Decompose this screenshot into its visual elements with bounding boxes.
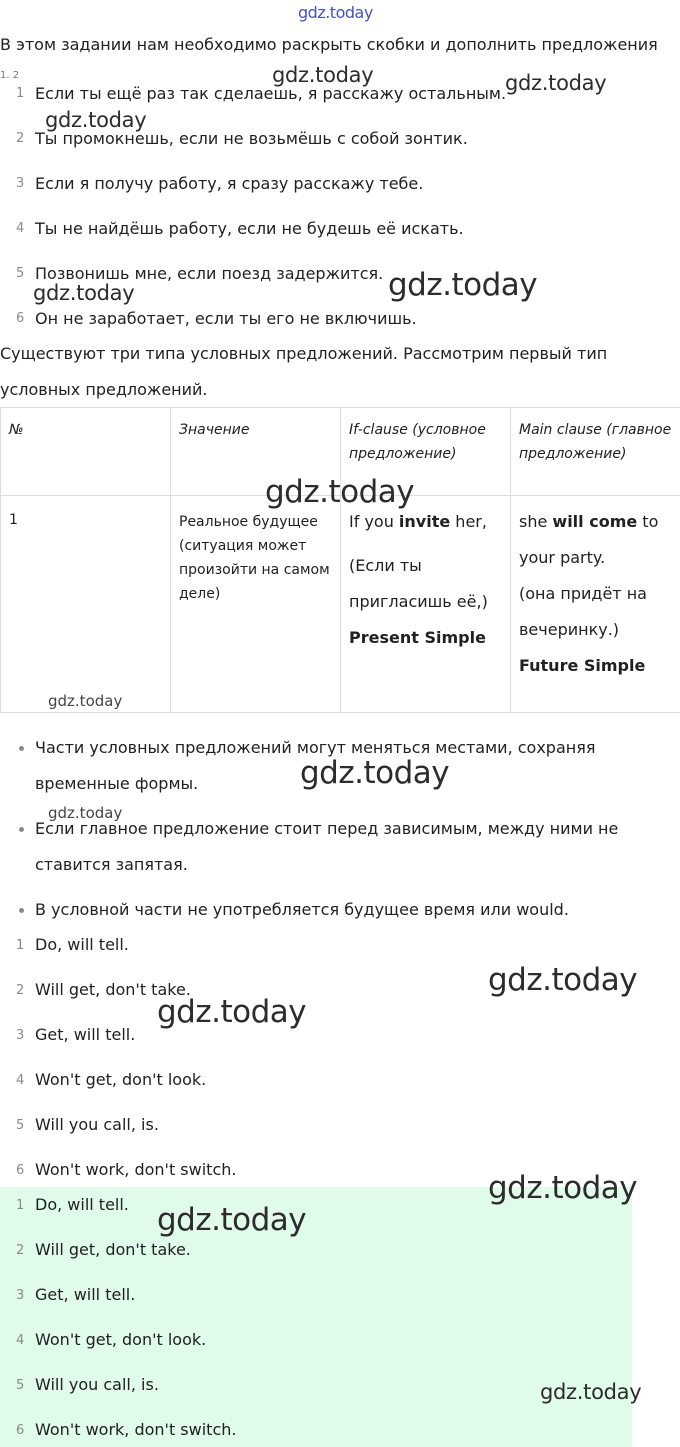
rule-text: Если главное предложение стоит перед зависимым, между ними не ставится запятая.: [35, 819, 619, 874]
item-text: Если я получу работу, я сразу расскажу тебе.: [35, 174, 424, 193]
watermark: gdz.today: [265, 474, 415, 510]
table-cell: [171, 496, 341, 713]
item-number: 6: [16, 1423, 25, 1438]
watermark: gdz.today: [540, 1380, 642, 1404]
if-translation: (Если ты пригласишь её,): [349, 556, 488, 611]
item-text: Won't get, don't look.: [35, 1070, 207, 1089]
item-text: Ты промокнешь, если не возьмёшь с собой зонтик.: [35, 129, 468, 148]
item-number: 2: [16, 1243, 25, 1258]
item-number: 4: [16, 1333, 25, 1348]
main-example: she will come to your party.: [519, 512, 659, 567]
table-cell: [1, 496, 171, 713]
if-clause-content: [341, 496, 510, 656]
watermark: gdz.today: [33, 281, 135, 305]
paragraph-line: Существуют три типа условных предложений. Рассмотрим первый тип: [0, 344, 608, 363]
item-number: 4: [16, 221, 25, 236]
item-text: Do, will tell.: [35, 1195, 129, 1214]
bullet-icon: [19, 908, 24, 913]
bullet-icon: [19, 827, 24, 832]
item-number: 2: [16, 983, 25, 998]
row-num: 1: [9, 512, 18, 528]
item-text: Won't work, don't switch.: [35, 1160, 237, 1179]
item-number: 6: [16, 1163, 25, 1178]
item-text: Won't work, don't switch.: [35, 1420, 237, 1439]
if-example: If you invite her,: [349, 512, 487, 531]
item-number: 3: [16, 1288, 25, 1303]
header-if-clause: If-clause (условное предложение): [349, 422, 486, 462]
watermark: gdz.today: [48, 692, 123, 710]
table-cell: [511, 496, 680, 713]
item-number: 1: [16, 938, 25, 953]
intro-text: В этом задании нам необходимо раскрыть скобки и дополнить предложения: [0, 35, 658, 54]
item-number: 3: [16, 176, 25, 191]
paragraph-line: условных предложений.: [0, 380, 208, 399]
item-text: Позвонишь мне, если поезд задержится.: [35, 264, 384, 283]
item-text: Do, will tell.: [35, 935, 129, 954]
watermark: gdz.today: [505, 71, 607, 95]
item-number: 6: [16, 311, 25, 326]
main-clause-content: [511, 496, 680, 684]
item-text: Will you call, is.: [35, 1115, 159, 1134]
site-logo[interactable]: gdz.today: [298, 3, 373, 22]
watermark: gdz.today: [488, 962, 638, 998]
item-number: 2: [16, 131, 25, 146]
bullet-icon: [19, 746, 24, 751]
rule-text: Части условных предложений могут меняться местами, сохраняя временные формы.: [35, 738, 596, 793]
table-header-cell: [1, 408, 171, 496]
watermark: gdz.today: [300, 755, 450, 791]
header-main-clause: Main clause (главное предложение): [519, 422, 672, 462]
item-text: Will get, don't take.: [35, 1240, 191, 1259]
intro-cut-text: 1. 2: [0, 70, 20, 81]
item-number: 3: [16, 1028, 25, 1043]
item-number: 4: [16, 1073, 25, 1088]
watermark: gdz.today: [45, 108, 147, 132]
item-number: 1: [16, 1198, 25, 1213]
item-text: Get, will tell.: [35, 1025, 136, 1044]
watermark: gdz.today: [388, 267, 538, 303]
item-text: Он не заработает, если ты его не включишь.: [35, 309, 417, 328]
header-num: №: [9, 422, 24, 438]
if-tense: Present Simple: [349, 628, 486, 647]
item-number: 5: [16, 1118, 25, 1133]
conditionals-table: [0, 407, 680, 713]
main-translation: (она придёт на вечеринку.): [519, 584, 647, 639]
row-meaning: Реальное будущее (ситуация может произойти на самом деле): [179, 514, 330, 602]
item-text: Если ты ещё раз так сделаешь, я расскажу остальным.: [35, 84, 507, 103]
item-text: Get, will tell.: [35, 1285, 136, 1304]
watermark: gdz.today: [157, 1202, 307, 1238]
table-cell: [341, 496, 511, 713]
item-text: Ты не найдёшь работу, если не будешь её искать.: [35, 219, 464, 238]
table-row: [1, 496, 680, 713]
item-text: Will you call, is.: [35, 1375, 159, 1394]
header-meaning: Значение: [179, 422, 250, 438]
watermark: gdz.today: [48, 804, 123, 822]
rule-text: В условной части не употребляется будущее время или would.: [35, 900, 569, 919]
table-header-cell: [511, 408, 680, 496]
item-number: 1: [16, 86, 25, 101]
answers-highlight-box: [0, 1187, 632, 1447]
watermark: gdz.today: [272, 63, 374, 87]
item-number: 5: [16, 1378, 25, 1393]
watermark: gdz.today: [157, 994, 307, 1030]
item-number: 5: [16, 266, 25, 281]
watermark: gdz.today: [488, 1170, 638, 1206]
item-text: Won't get, don't look.: [35, 1330, 207, 1349]
main-tense: Future Simple: [519, 656, 646, 675]
item-text: Will get, don't take.: [35, 980, 191, 999]
